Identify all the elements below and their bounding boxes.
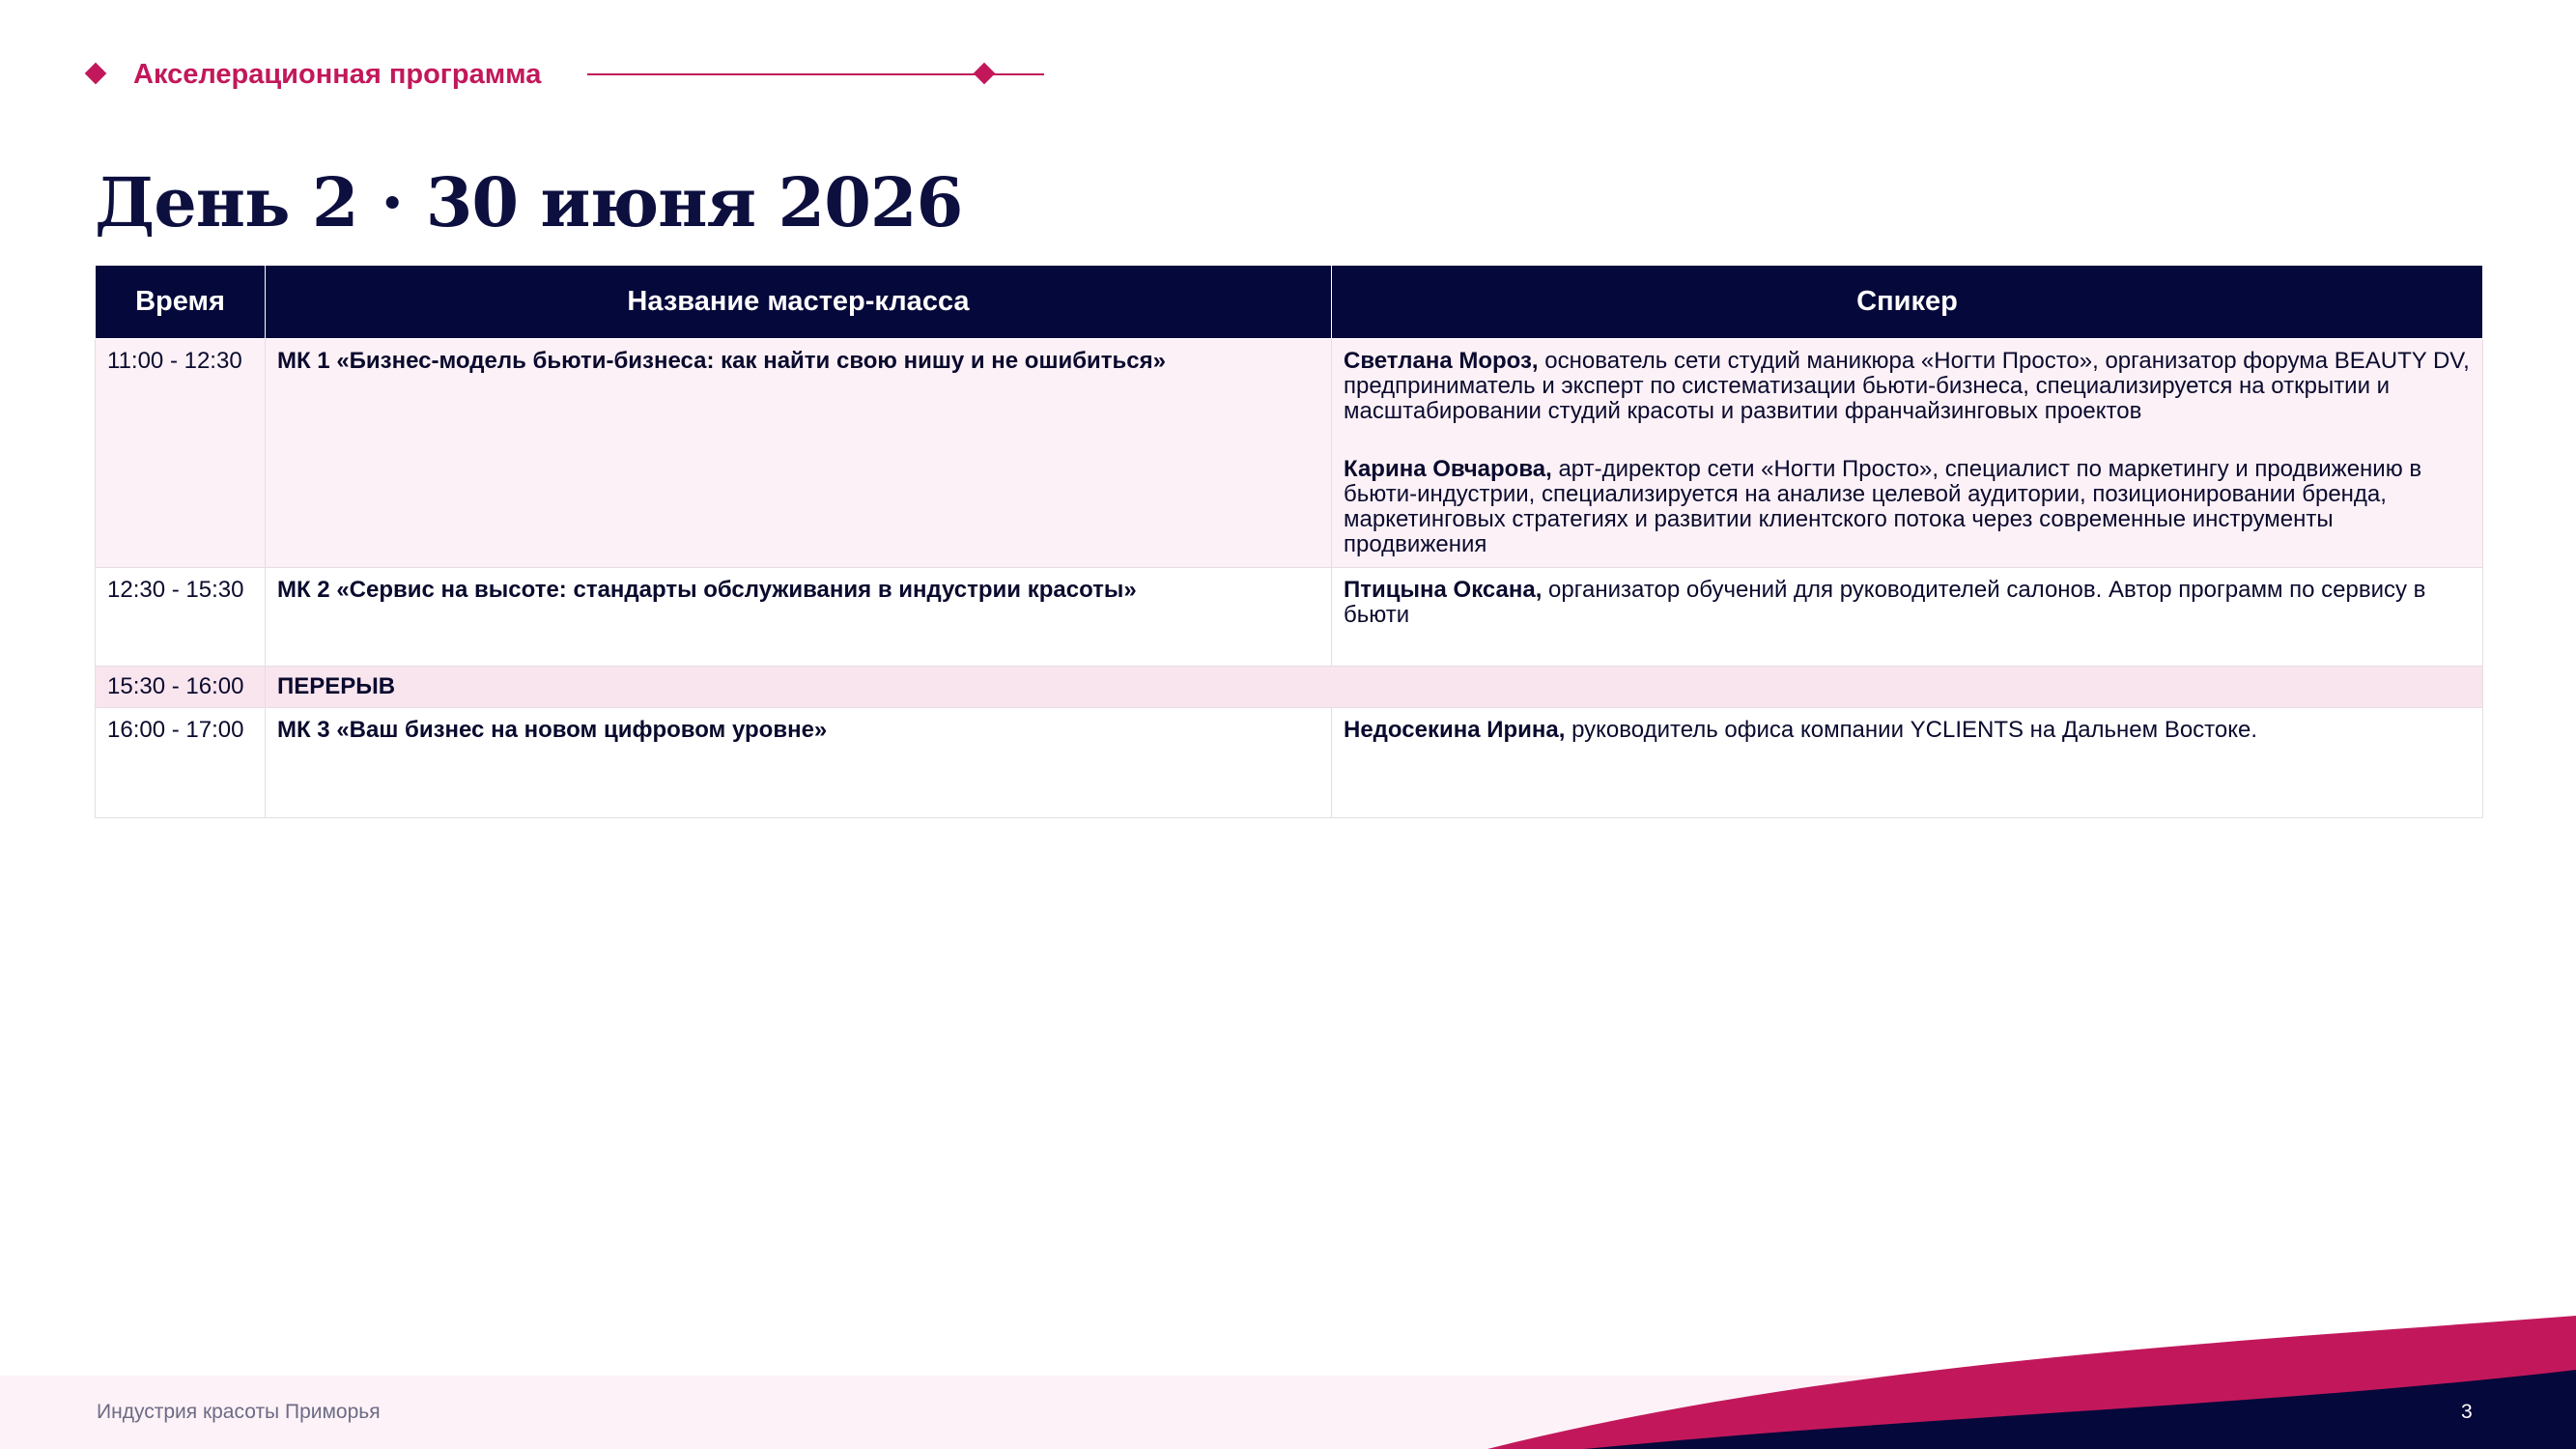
speaker-entry bbox=[1344, 349, 2471, 424]
footer-wave-decoration bbox=[0, 1294, 2576, 1449]
speaker-entry bbox=[1344, 718, 2471, 743]
time-cell: 16:00 - 17:00 bbox=[96, 708, 266, 818]
diamond-icon bbox=[974, 63, 996, 85]
speaker-description: арт-директор сети «Ногти Просто», специалист по маркетингу и продвижению в бьюти-индустрии, специализируется на анализе целевой аудитории, позиционировании бренда, маркетинговых стратегиях и развитии клиентского потока через современные инструменты продвижения bbox=[1344, 456, 2422, 557]
speaker-name: Карина Овчарова, bbox=[1344, 456, 1552, 482]
schedule-table bbox=[95, 265, 2483, 818]
time-cell: 11:00 - 12:30 bbox=[96, 339, 266, 568]
session-title-cell: МК 2 «Сервис на высоте: стандарты обслуживания в индустрии красоты» bbox=[266, 568, 1332, 667]
speaker-cell bbox=[1332, 568, 2483, 667]
speaker-cell bbox=[1332, 708, 2483, 818]
program-label: Акселерационная программа bbox=[133, 59, 542, 90]
table-row bbox=[96, 708, 2483, 818]
speaker-name: Недосекина Ирина, bbox=[1344, 717, 1566, 743]
speaker-description: организатор обучений для руководителей салонов. Автор программ по сервису в бьюти bbox=[1344, 577, 2426, 628]
speaker-description: руководитель офиса компании YCLIENTS на Дальнем Востоке. bbox=[1565, 717, 2258, 743]
speaker-description: основатель сети студий маникюра «Ногти Просто», организатор форума BEAUTY DV, предприниматель и эксперт по систематизации бьюти-бизнеса, специализируется на открытии и масштабировании студий красоты и развитии франчайзинговых проектов bbox=[1344, 348, 2470, 424]
page-title: День 2 · 30 июня 2026 bbox=[95, 162, 963, 242]
time-cell: 12:30 - 15:30 bbox=[96, 568, 266, 667]
table-row bbox=[96, 339, 2483, 568]
speaker-entry bbox=[1344, 578, 2471, 628]
table-row-break bbox=[96, 667, 2483, 708]
table-row bbox=[96, 568, 2483, 667]
speaker-entry bbox=[1344, 457, 2471, 557]
footer-org-name: Индустрия красоты Приморья bbox=[97, 1401, 381, 1423]
speaker-name: Птицына Оксана, bbox=[1344, 577, 1543, 603]
column-header-title: Название мастер-класса bbox=[266, 266, 1332, 339]
column-header-speaker: Спикер bbox=[1332, 266, 2483, 339]
session-title-cell: МК 3 «Ваш бизнес на новом цифровом уровне» bbox=[266, 708, 1332, 818]
time-cell: 15:30 - 16:00 bbox=[96, 667, 266, 708]
table-header-row bbox=[96, 266, 2483, 339]
speaker-cell bbox=[1332, 339, 2483, 568]
diamond-icon bbox=[85, 63, 107, 85]
program-header bbox=[85, 56, 1003, 95]
speaker-name: Светлана Мороз, bbox=[1344, 348, 1539, 374]
break-label: ПЕРЕРЫВ bbox=[266, 667, 2483, 708]
session-title-cell: МК 1 «Бизнес-модель бьюти-бизнеса: как найти свою нишу и не ошибиться» bbox=[266, 339, 1332, 568]
page-number: 3 bbox=[2461, 1401, 2473, 1423]
column-header-time: Время bbox=[96, 266, 266, 339]
